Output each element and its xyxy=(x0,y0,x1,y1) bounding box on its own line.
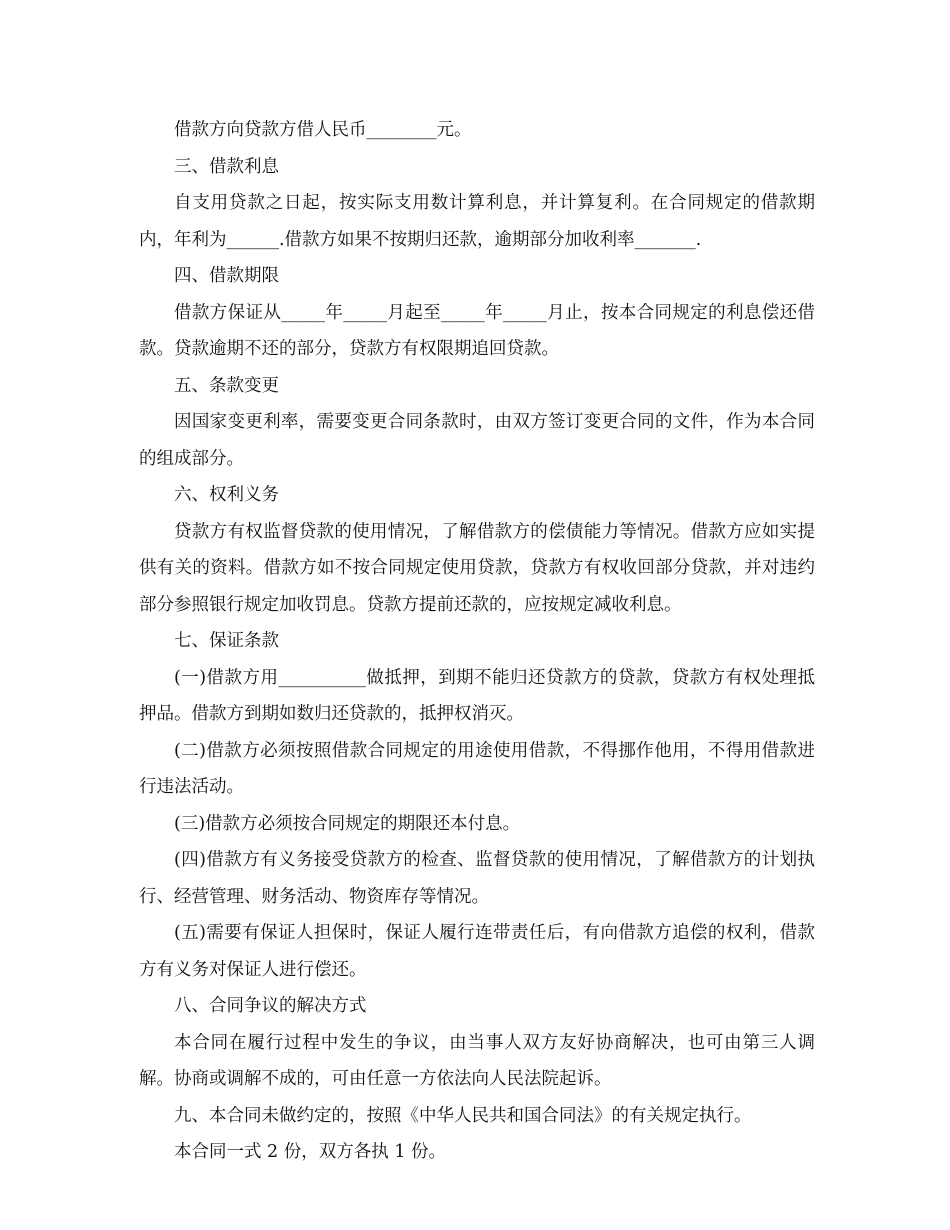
section-heading-guarantee: 七、保证条款 xyxy=(174,631,279,651)
guarantee-item-3: (三)借款方必须按合同规定的期限还本付息。 xyxy=(174,813,521,834)
interest-clause: 自支用贷款之日起，按实际支用数计算利息，并计算复利。在合同规定的借款期内，年利为______.借款方如果不按期归还款，逾期部分加收利率_______. xyxy=(139,193,815,250)
guarantee-item-4: (四)借款方有义务接受贷款方的检查、监督贷款的使用情况，了解借款方的计划执行、经营管理、财务活动、物资库存等情况。 xyxy=(139,850,815,907)
contract-body xyxy=(139,112,815,1171)
section-heading-disputes: 八、合同争议的解决方式 xyxy=(174,996,367,1016)
section-heading-rights: 六、权利义务 xyxy=(174,485,279,505)
section-heading-interest: 三、借款利息 xyxy=(174,156,279,177)
governing-law-clause: 九、本合同未做约定的，按照《中华人民共和国合同法》的有关规定执行。 xyxy=(174,1105,752,1126)
guarantee-item-2: (二)借款方必须按照借款合同规定的用途使用借款，不得挪作他用，不得用借款进行违法活动。 xyxy=(139,740,815,797)
rights-clause: 贷款方有权监督贷款的使用情况，了解借款方的偿债能力等情况。借款方应如实提供有关的资料。借款方如不按合同规定使用贷款，贷款方有权收回部分贷款，并对违约部分参照银行规定加收罚息。贷款方提前还款的，应按规定减收利息。 xyxy=(139,521,815,615)
disputes-clause: 本合同在履行过程中发生的争议，由当事人双方友好协商解决，也可由第三人调解。协商或调解不成的，可由任意一方依法向人民法院起诉。 xyxy=(139,1032,815,1089)
term-clause: 借款方保证从_____年_____月起至_____年_____月止，按本合同规定的利息偿还借款。贷款逾期不还的部分，贷款方有权限期追回贷款。 xyxy=(139,302,815,359)
guarantee-item-1: (一)借款方用__________做抵押，到期不能归还贷款方的贷款，贷款方有权处理抵押品。借款方到期如数归还贷款的，抵押权消灭。 xyxy=(139,667,815,724)
changes-clause: 因国家变更利率，需要变更合同条款时，由双方签订变更合同的文件，作为本合同的组成部分。 xyxy=(139,412,815,469)
section-heading-term: 四、借款期限 xyxy=(174,266,279,286)
copies-clause: 本合同一式 2 份，双方各执 1 份。 xyxy=(174,1142,447,1162)
loan-amount-clause: 借款方向贷款方借人民币________元。 xyxy=(174,120,472,140)
section-heading-changes: 五、条款变更 xyxy=(174,375,279,396)
guarantee-item-5: (五)需要有保证人担保时，保证人履行连带责任后，有向借款方追偿的权利，借款方有义务对保证人进行偿还。 xyxy=(139,923,815,980)
